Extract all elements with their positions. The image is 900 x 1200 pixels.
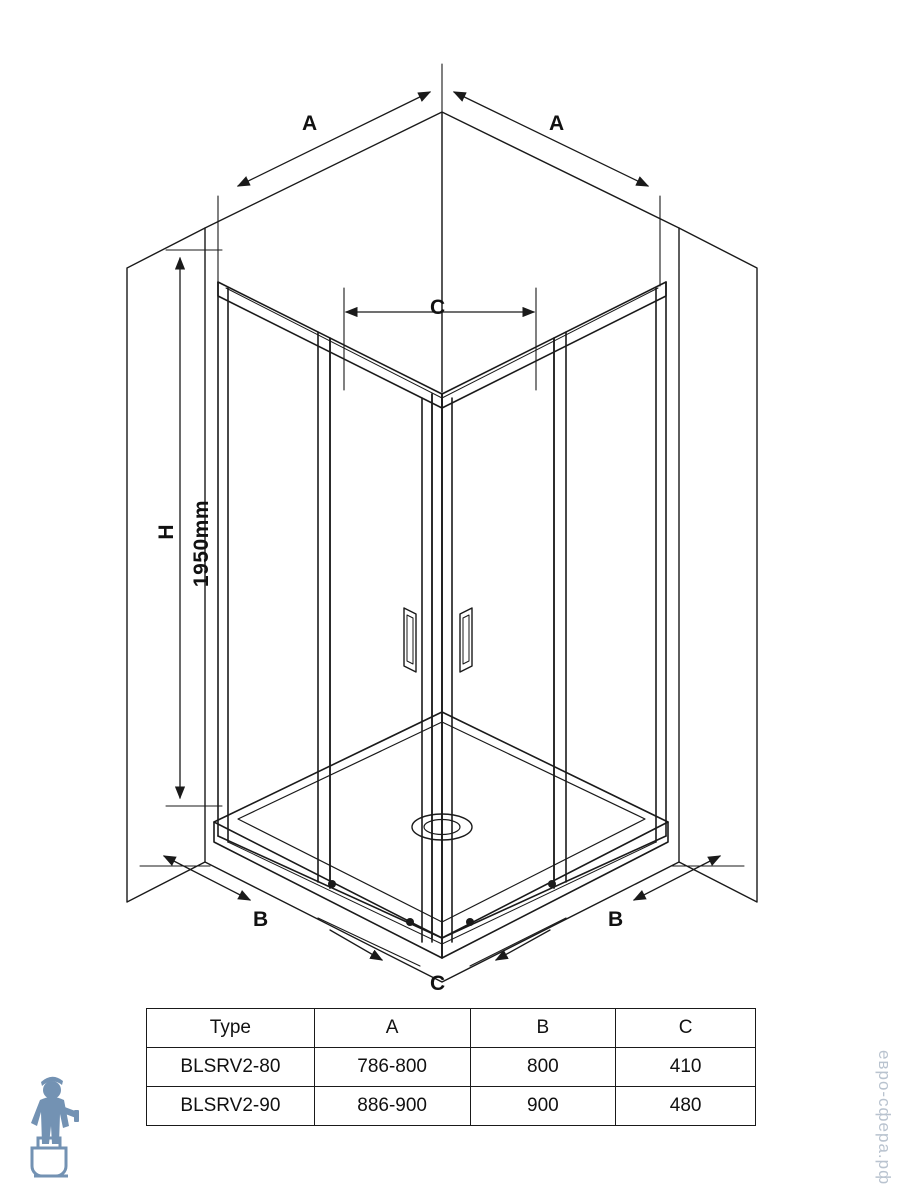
- cell-b: 900: [470, 1087, 616, 1126]
- door-handle-right: [460, 608, 472, 672]
- label-h: H: [155, 524, 178, 540]
- cell-a: 886-900: [314, 1087, 470, 1126]
- door-handle-left: [404, 608, 416, 672]
- plumber-logo-icon: [18, 1076, 98, 1184]
- label-height-value: 1950mm: [190, 500, 213, 588]
- cell-c: 480: [616, 1087, 756, 1126]
- cell-type: BLSRV2-90: [147, 1087, 315, 1126]
- cell-type: BLSRV2-80: [147, 1048, 315, 1087]
- cell-b: 800: [470, 1048, 616, 1087]
- cell-a: 786-800: [314, 1048, 470, 1087]
- label-b-right: B: [608, 908, 624, 931]
- watermark-text: евро-сфера.рф: [875, 1050, 894, 1186]
- label-a-left: A: [302, 112, 318, 135]
- header-type: Type: [147, 1009, 315, 1048]
- table-row: [147, 1087, 756, 1126]
- right-panel: [422, 282, 666, 944]
- label-b-left: B: [253, 908, 269, 931]
- header-b: B: [470, 1009, 616, 1048]
- dimension-b-left: [140, 856, 250, 900]
- label-c-bottom: C: [430, 972, 446, 995]
- table-header-row: [147, 1009, 756, 1048]
- cell-c: 410: [616, 1048, 756, 1087]
- specification-table: [146, 1008, 756, 1126]
- header-a: A: [314, 1009, 470, 1048]
- label-c-top: C: [430, 296, 446, 319]
- label-a-right: A: [549, 112, 565, 135]
- header-c: C: [616, 1009, 756, 1048]
- shower-tray: [214, 712, 668, 958]
- dimension-b-right: [634, 856, 744, 900]
- table-row: [147, 1048, 756, 1087]
